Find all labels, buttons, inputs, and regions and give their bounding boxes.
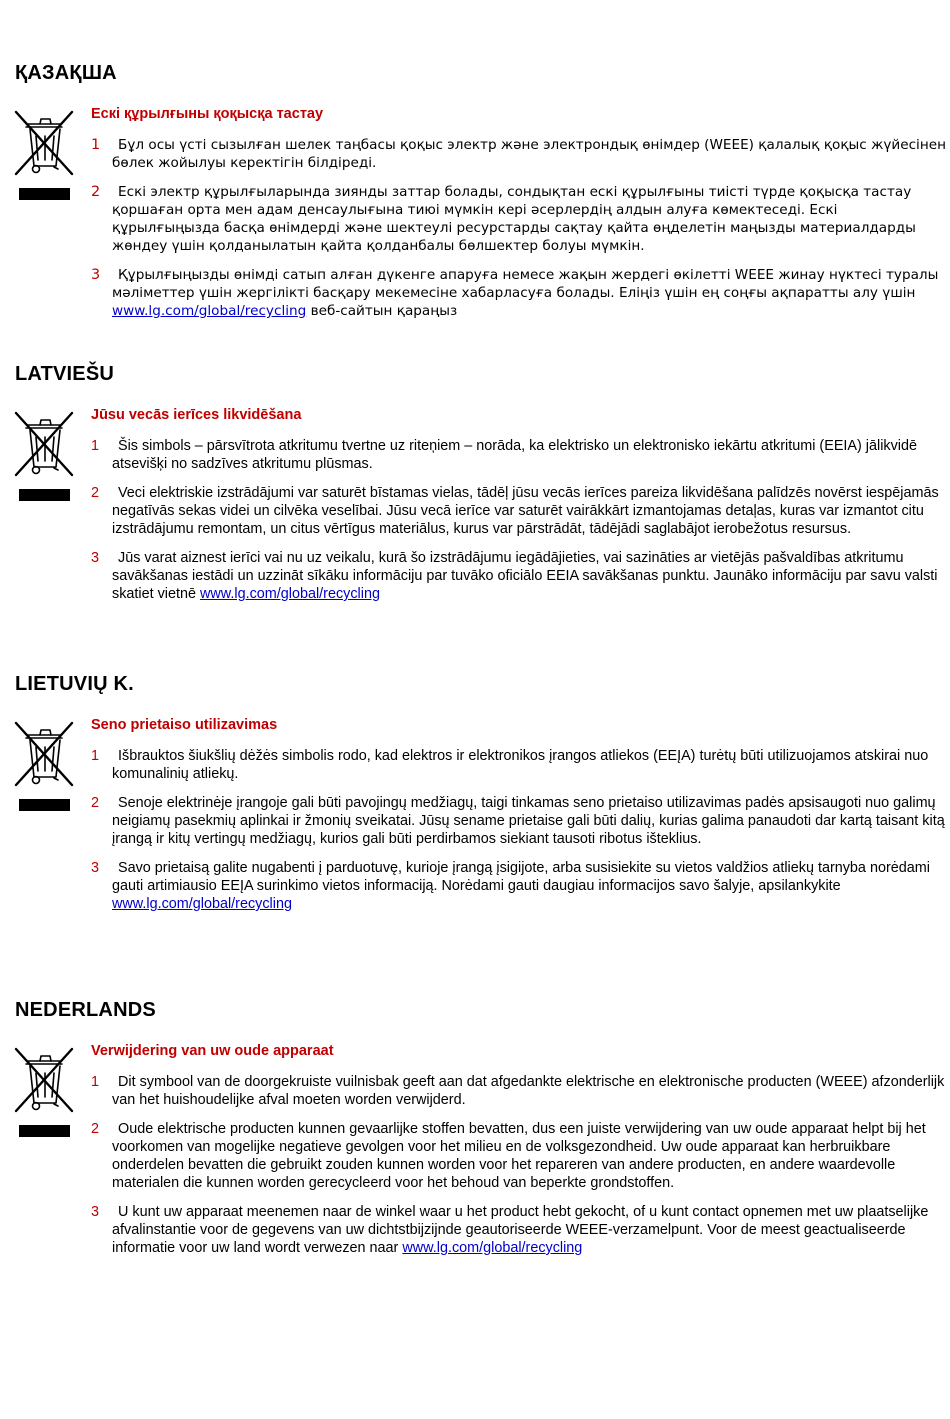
list-item bbox=[91, 266, 949, 320]
item-number: 1 bbox=[91, 748, 100, 764]
item-number: 2 bbox=[91, 795, 100, 811]
section-subheading: Seno prietaiso utilizavimas bbox=[91, 717, 278, 733]
list-item bbox=[91, 484, 949, 538]
list-item bbox=[91, 183, 949, 255]
item-number: 3 bbox=[91, 1204, 100, 1220]
recycling-link[interactable]: www.lg.com/global/recycling bbox=[402, 1240, 583, 1256]
section-subheading: Jūsu vecās ierīces likvidēšana bbox=[91, 407, 302, 423]
list-item bbox=[91, 1120, 949, 1192]
list-item bbox=[91, 794, 949, 848]
item-text: Savo prietaisą galite nugabenti į parduotuvę, kurioje įrangą įsigijote, arba susisiekite su vietos valdžios atliekų tarnyba norėdami gauti artimiausio EEĮA surinkimo vietos informaciją. Norėdami gauti daugiau informacijos savo šalyje, apsilankykite bbox=[112, 860, 930, 894]
item-text: Бұл осы үсті сызылған шелек таңбасы қоқыс электр және электрондық өнімдер (WEEE) қалалық қоқыс жүйесінен бөлек жойылуы керектігін білдіреді. bbox=[112, 137, 946, 171]
item-number: 2 bbox=[91, 184, 101, 200]
item-text: Ескі электр құрылғыларында зиянды заттар болады, сондықтан ескі құрылғыны тиісті түрде қоқысқа тастау қоршаған орта мен адам денсаулығына тиюі мүмкін кері әсерлердің алдын алуға көмектеседі. Ескі құрылғыңызда басқа өнімдерді және шектеулі ресурстарды сақтау қайта өңделетін маңызды материалдарды жөндеу үшін қолданылатын қайта қолданбалы бөлшектер болуы мүмкін. bbox=[112, 184, 916, 254]
crossed-out-wheelie-bin-icon bbox=[12, 719, 76, 817]
section-heading: LIETUVIŲ K. bbox=[15, 673, 134, 695]
item-number: 3 bbox=[91, 550, 100, 566]
item-text: Құрылғыңызды өнімді сатып алған дүкенге апаруға немесе жақын жердегі өкілетті WEEE жинау нүктесі туралы мәліметтер үшін жергілікті басқару мекемесіне хабарласуға болады. Еліңіз үшін ең соңғы ақпаратты алу үшін bbox=[112, 267, 939, 301]
item-list bbox=[91, 747, 949, 924]
item-text: Oude elektrische producten kunnen gevaarlijke stoffen bevatten, dus een juiste verwijdering van uw oude apparaat helpt bij het voorkomen van mogelijke negatieve gevolgen voor het milieu en de volksgezondheid. Uw oude apparaat kan herbruikbare onderdelen bevatten die gebruikt zouden kunnen worden voor het repareren van andere producten, en andere waardevolle materialen die kunnen worden gerecycleerd voor het behoud van beperkte grondstoffen. bbox=[112, 1121, 926, 1191]
item-text: Išbrauktos šiukšlių dėžės simbolis rodo, kad elektros ir elektronikos įrangos atliekos (EEĮA) turėtų būti utilizuojamos atskirai nuo komunalinių atliekų. bbox=[112, 748, 929, 782]
crossed-out-wheelie-bin-icon bbox=[12, 108, 76, 206]
section-heading: NEDERLANDS bbox=[15, 999, 156, 1021]
recycling-link[interactable]: www.lg.com/global/recycling bbox=[112, 303, 307, 319]
list-item bbox=[91, 1073, 949, 1109]
item-text: Šis simbols – pārsvītrota atkritumu tvertne uz riteņiem – norāda, ka elektrisko un elektronisko iekārtu atkritumi (EEIA) jālikvidē atsevišķi no sadzīves atkritumu plūsmas. bbox=[112, 438, 917, 472]
recycling-link[interactable]: www.lg.com/global/recycling bbox=[200, 586, 380, 602]
item-list bbox=[91, 1073, 949, 1268]
item-text: Dit symbool van de doorgekruiste vuilnisbak geeft aan dat afgedankte elektrische en elektronische producten (WEEE) afzonderlijk van het huishoudelijke afval moeten worden verwijderd. bbox=[112, 1074, 945, 1108]
item-text: Jūs varat aiznest ierīci vai nu uz veikalu, kurā šo izstrādājumu iegādājieties, vai sazināties ar vietējās pašvaldības atkritumu savākšanas iestādi un uzzināt sīkāku informāciju par tuvāko oficiālo EEIA savākšanas punktu. Jaunāko informāciju par savu valsti skatiet vietnē bbox=[112, 550, 938, 602]
item-number: 1 bbox=[91, 1074, 100, 1090]
list-item bbox=[91, 549, 949, 603]
list-item bbox=[91, 1203, 949, 1257]
item-text: U kunt uw apparaat meenemen naar de winkel waar u het product hebt gekocht, of u kunt contact opnemen met uw plaatselijke afvalinstantie voor de gegevens van uw dichtstbijzijnde geautoriseerde WEEE-verzamelpunt. Voor de meest geactualiseerde informatie voor uw land wordt verwezen naar bbox=[112, 1204, 929, 1256]
section-heading: LATVIEŠU bbox=[15, 363, 115, 385]
section-heading: ҚАЗАҚША bbox=[15, 62, 117, 84]
list-item bbox=[91, 437, 949, 473]
section-subheading: Ескі құрылғыны қоқысқа тастау bbox=[91, 106, 324, 122]
item-number: 3 bbox=[91, 860, 100, 876]
list-item bbox=[91, 747, 949, 783]
item-text-after: веб-сайтын қараңыз bbox=[306, 303, 458, 319]
item-number: 2 bbox=[91, 485, 100, 501]
recycling-link[interactable]: www.lg.com/global/recycling bbox=[112, 896, 292, 912]
item-number: 3 bbox=[91, 267, 101, 283]
crossed-out-wheelie-bin-icon bbox=[12, 1045, 76, 1143]
item-list bbox=[91, 437, 949, 614]
crossed-out-wheelie-bin-icon bbox=[12, 409, 76, 507]
item-number: 2 bbox=[91, 1121, 100, 1137]
item-list bbox=[91, 136, 949, 331]
item-number: 1 bbox=[91, 137, 101, 153]
item-text: Senoje elektrinėje įrangoje gali būti pavojingų medžiagų, taigi tinkamas seno prietaiso utilizavimas padės apsisaugoti nuo galimų neigiamų pasekmių aplinkai ir žmonių sveikatai. Jūsų sename prietaise gali būti dalių, kurias galima panaudoti dar kartą taisant kitą įrangą ir kitų vertingų medžiagų, kurios gali būti perdirbamos siekiant tausoti ribotus išteklius. bbox=[112, 795, 945, 847]
section-subheading: Verwijdering van uw oude apparaat bbox=[91, 1043, 334, 1059]
item-text: Veci elektriskie izstrādājumi var saturēt bīstamas vielas, tādēļ jūsu vecās ierīces pareiza likvidēšana palīdzēs novērst iespējamās negatīvās sekas videi un cilvēka veselībai. Jūsu vecā ierīce var saturēt vairākkārt izmantojamas detaļas, kuras var izmantot citu izstrādājumu remontam, un citus vērtīgus materiālus, kurus var pārstrādāt, tādējādi saglabājot ierobežotus resursus. bbox=[112, 485, 939, 537]
item-number: 1 bbox=[91, 438, 100, 454]
list-item bbox=[91, 136, 949, 172]
list-item bbox=[91, 859, 949, 913]
